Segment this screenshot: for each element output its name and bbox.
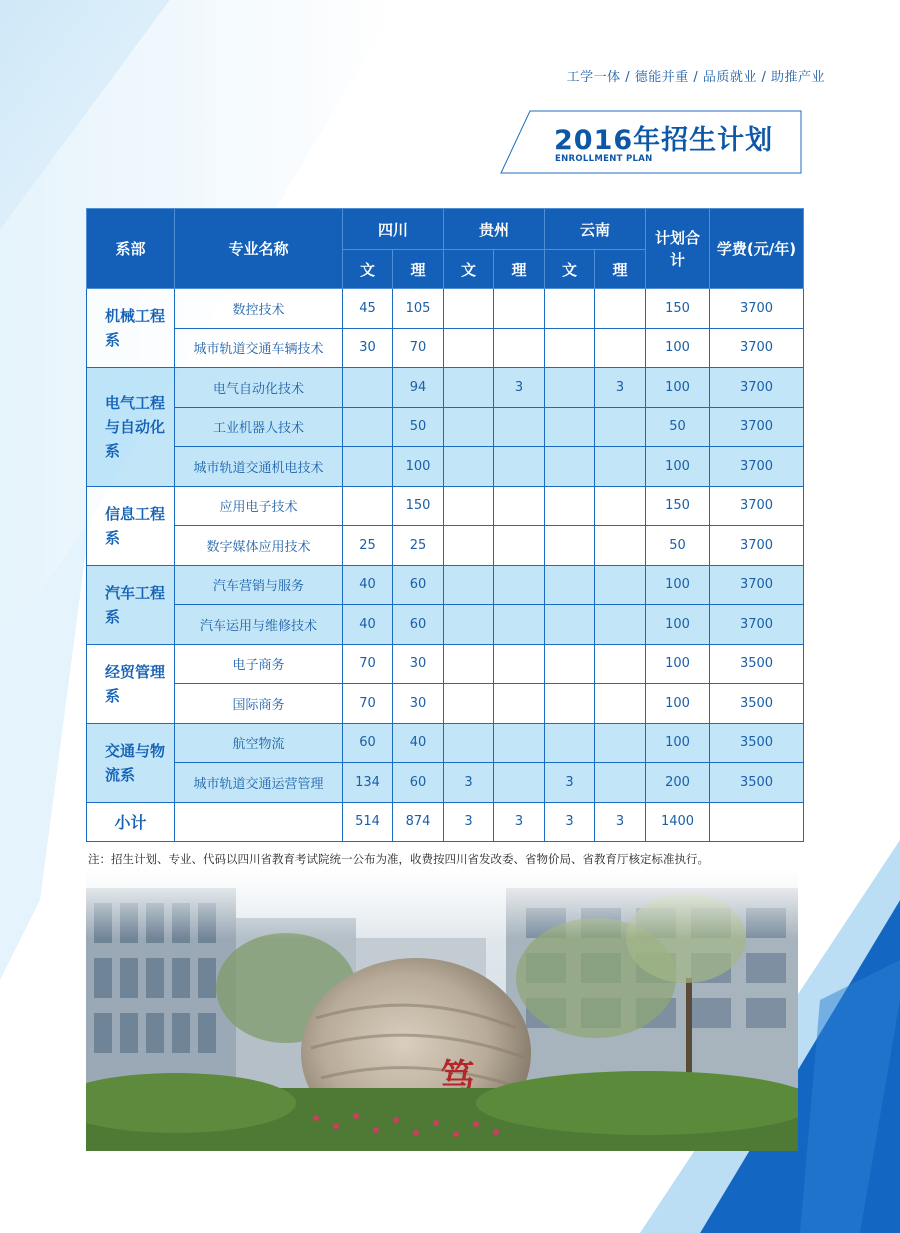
cell-tuition: 3700: [710, 407, 804, 447]
cell-guizhou-science: [494, 526, 545, 566]
header-arts: 文: [444, 250, 494, 289]
cell-guizhou-science: [494, 644, 545, 684]
cell-tuition: 3500: [710, 763, 804, 803]
cell-plan-total: 100: [646, 605, 710, 645]
cell-yunnan-arts: [545, 644, 595, 684]
cell-tuition: 3700: [710, 328, 804, 368]
cell-guizhou-science: [494, 565, 545, 605]
major-name: 电子商务: [175, 644, 343, 684]
cell-tuition: 3500: [710, 684, 804, 724]
cell-sichuan-science: 100: [393, 447, 444, 487]
cell-yunnan-arts: [545, 565, 595, 605]
cell-yunnan-arts: 3: [545, 763, 595, 803]
cell-guizhou-science: 3: [494, 368, 545, 408]
header-dept: 系部: [87, 209, 175, 289]
cell-yunnan-arts: [545, 605, 595, 645]
cell-guizhou-arts: [444, 447, 494, 487]
cell-sichuan-science: 30: [393, 644, 444, 684]
cell-tuition: 3700: [710, 565, 804, 605]
cell-guizhou-science: [494, 447, 545, 487]
cell-yunnan-arts: [545, 486, 595, 526]
cell-guizhou-arts: [444, 723, 494, 763]
cell-yunnan-science: [595, 526, 646, 566]
cell-tuition: 3500: [710, 644, 804, 684]
cell-guizhou-science: [494, 328, 545, 368]
cell-guizhou-science: [494, 486, 545, 526]
cell-plan-total: 100: [646, 684, 710, 724]
cell-sichuan-arts: 134: [343, 763, 393, 803]
cell-yunnan-science: [595, 723, 646, 763]
cell-guizhou-arts: [444, 368, 494, 408]
cell-yunnan-arts: [545, 368, 595, 408]
table-row: [87, 368, 804, 408]
cell-yunnan-science: [595, 447, 646, 487]
cell-yunnan-arts: [545, 289, 595, 329]
major-name: 工业机器人技术: [175, 407, 343, 447]
total-guizhou-science: 3: [494, 802, 545, 842]
table-row: [87, 447, 804, 487]
cell-sichuan-science: 25: [393, 526, 444, 566]
cell-sichuan-science: 60: [393, 763, 444, 803]
cell-plan-total: 100: [646, 723, 710, 763]
totals-blank: [175, 802, 343, 842]
cell-yunnan-science: 3: [595, 368, 646, 408]
total-tuition: [710, 802, 804, 842]
cell-sichuan-science: 60: [393, 565, 444, 605]
cell-tuition: 3700: [710, 526, 804, 566]
cell-plan-total: 100: [646, 368, 710, 408]
department-name: 交通与物流系: [87, 723, 175, 802]
total-plan-total: 1400: [646, 802, 710, 842]
cell-yunnan-arts: [545, 447, 595, 487]
total-guizhou-arts: 3: [444, 802, 494, 842]
department-name: 电气工程与自动化系: [87, 368, 175, 487]
cell-plan-total: 50: [646, 407, 710, 447]
cell-guizhou-arts: [444, 328, 494, 368]
major-name: 汽车营销与服务: [175, 565, 343, 605]
major-name: 航空物流: [175, 723, 343, 763]
cell-sichuan-arts: 60: [343, 723, 393, 763]
cell-guizhou-arts: [444, 526, 494, 566]
cell-guizhou-science: [494, 605, 545, 645]
table-row: [87, 565, 804, 605]
table-row: [87, 526, 804, 566]
cell-plan-total: 150: [646, 289, 710, 329]
page-subtitle: ENROLLMENT PLAN: [555, 154, 653, 164]
major-name: 应用电子技术: [175, 486, 343, 526]
major-name: 城市轨道交通运营管理: [175, 763, 343, 803]
header-province-guizhou: 贵州: [444, 209, 545, 250]
table-row: [87, 328, 804, 368]
footnote: 注：招生计划、专业、代码以四川省教育考试院统一公布为准，收费按四川省发改委、省物价局、省教育厅核定标准执行。: [88, 852, 709, 866]
cell-guizhou-science: [494, 684, 545, 724]
table-row: [87, 644, 804, 684]
header-science: 理: [393, 250, 444, 289]
cell-guizhou-arts: [444, 486, 494, 526]
cell-sichuan-arts: [343, 368, 393, 408]
cell-plan-total: 50: [646, 526, 710, 566]
cell-guizhou-arts: [444, 407, 494, 447]
cell-tuition: 3700: [710, 447, 804, 487]
cell-plan-total: 100: [646, 565, 710, 605]
cell-sichuan-science: 105: [393, 289, 444, 329]
cell-sichuan-arts: 30: [343, 328, 393, 368]
cell-guizhou-arts: [444, 289, 494, 329]
total-sichuan-arts: 514: [343, 802, 393, 842]
table-row: [87, 486, 804, 526]
cell-tuition: 3700: [710, 368, 804, 408]
major-name: 电气自动化技术: [175, 368, 343, 408]
cell-guizhou-science: [494, 723, 545, 763]
cell-yunnan-science: [595, 565, 646, 605]
total-sichuan-science: 874: [393, 802, 444, 842]
cell-yunnan-science: [595, 486, 646, 526]
tagline: 工学一体 / 德能并重 / 品质就业 / 助推产业: [566, 70, 825, 85]
cell-yunnan-arts: [545, 407, 595, 447]
table-row: [87, 763, 804, 803]
table-row: [87, 723, 804, 763]
header-science: 理: [494, 250, 545, 289]
cell-yunnan-science: [595, 684, 646, 724]
major-name: 城市轨道交通车辆技术: [175, 328, 343, 368]
cell-yunnan-science: [595, 328, 646, 368]
department-name: 经贸管理系: [87, 644, 175, 723]
major-name: 数控技术: [175, 289, 343, 329]
cell-yunnan-science: [595, 289, 646, 329]
cell-tuition: 3700: [710, 289, 804, 329]
header-province-sichuan: 四川: [343, 209, 444, 250]
table-row: [87, 684, 804, 724]
cell-tuition: 3700: [710, 605, 804, 645]
cell-sichuan-arts: [343, 486, 393, 526]
cell-yunnan-science: [595, 605, 646, 645]
major-name: 国际商务: [175, 684, 343, 724]
totals-label: 小计: [87, 802, 175, 842]
header-province-yunnan: 云南: [545, 209, 646, 250]
cell-sichuan-arts: 40: [343, 565, 393, 605]
table-row: [87, 289, 804, 329]
major-name: 城市轨道交通机电技术: [175, 447, 343, 487]
table-row: [87, 605, 804, 645]
cell-tuition: 3700: [710, 486, 804, 526]
cell-sichuan-science: 150: [393, 486, 444, 526]
cell-sichuan-arts: 70: [343, 644, 393, 684]
major-name: 汽车运用与维修技术: [175, 605, 343, 645]
campus-photo: [86, 868, 798, 1151]
department-name: 信息工程系: [87, 486, 175, 565]
cell-yunnan-science: [595, 644, 646, 684]
department-name: 机械工程系: [87, 289, 175, 368]
cell-sichuan-arts: 25: [343, 526, 393, 566]
cell-plan-total: 200: [646, 763, 710, 803]
cell-guizhou-arts: 3: [444, 763, 494, 803]
cell-plan-total: 100: [646, 447, 710, 487]
cell-sichuan-science: 94: [393, 368, 444, 408]
totals-row: [87, 802, 804, 842]
cell-yunnan-arts: [545, 684, 595, 724]
table-body: [87, 289, 804, 842]
cell-plan-total: 100: [646, 644, 710, 684]
total-yunnan-arts: 3: [545, 802, 595, 842]
cell-sichuan-arts: 45: [343, 289, 393, 329]
cell-sichuan-science: 30: [393, 684, 444, 724]
header-plan-total: 计划合计: [646, 209, 710, 289]
major-name: 数字媒体应用技术: [175, 526, 343, 566]
cell-yunnan-arts: [545, 723, 595, 763]
cell-sichuan-arts: [343, 447, 393, 487]
cell-guizhou-science: [494, 763, 545, 803]
header-science: 理: [595, 250, 646, 289]
cell-guizhou-arts: [444, 605, 494, 645]
header-arts: 文: [545, 250, 595, 289]
cell-tuition: 3500: [710, 723, 804, 763]
cell-guizhou-arts: [444, 644, 494, 684]
department-name: 汽车工程系: [87, 565, 175, 644]
header-tuition: 学费(元/年): [710, 209, 804, 289]
cell-yunnan-science: [595, 763, 646, 803]
cell-sichuan-arts: [343, 407, 393, 447]
cell-sichuan-science: 60: [393, 605, 444, 645]
cell-guizhou-arts: [444, 565, 494, 605]
title-banner: [500, 110, 802, 174]
cell-yunnan-science: [595, 407, 646, 447]
cell-yunnan-arts: [545, 526, 595, 566]
cell-guizhou-science: [494, 407, 545, 447]
table-row: [87, 407, 804, 447]
cell-plan-total: 100: [646, 328, 710, 368]
cell-plan-total: 150: [646, 486, 710, 526]
cell-guizhou-arts: [444, 684, 494, 724]
page-title: 2016年招生计划: [554, 125, 774, 156]
cell-sichuan-science: 50: [393, 407, 444, 447]
cell-sichuan-arts: 70: [343, 684, 393, 724]
total-yunnan-science: 3: [595, 802, 646, 842]
cell-sichuan-science: 70: [393, 328, 444, 368]
cell-yunnan-arts: [545, 328, 595, 368]
header-arts: 文: [343, 250, 393, 289]
cell-sichuan-arts: 40: [343, 605, 393, 645]
cell-sichuan-science: 40: [393, 723, 444, 763]
header-major: 专业名称: [175, 209, 343, 289]
cell-guizhou-science: [494, 289, 545, 329]
enrollment-table: [86, 208, 804, 842]
